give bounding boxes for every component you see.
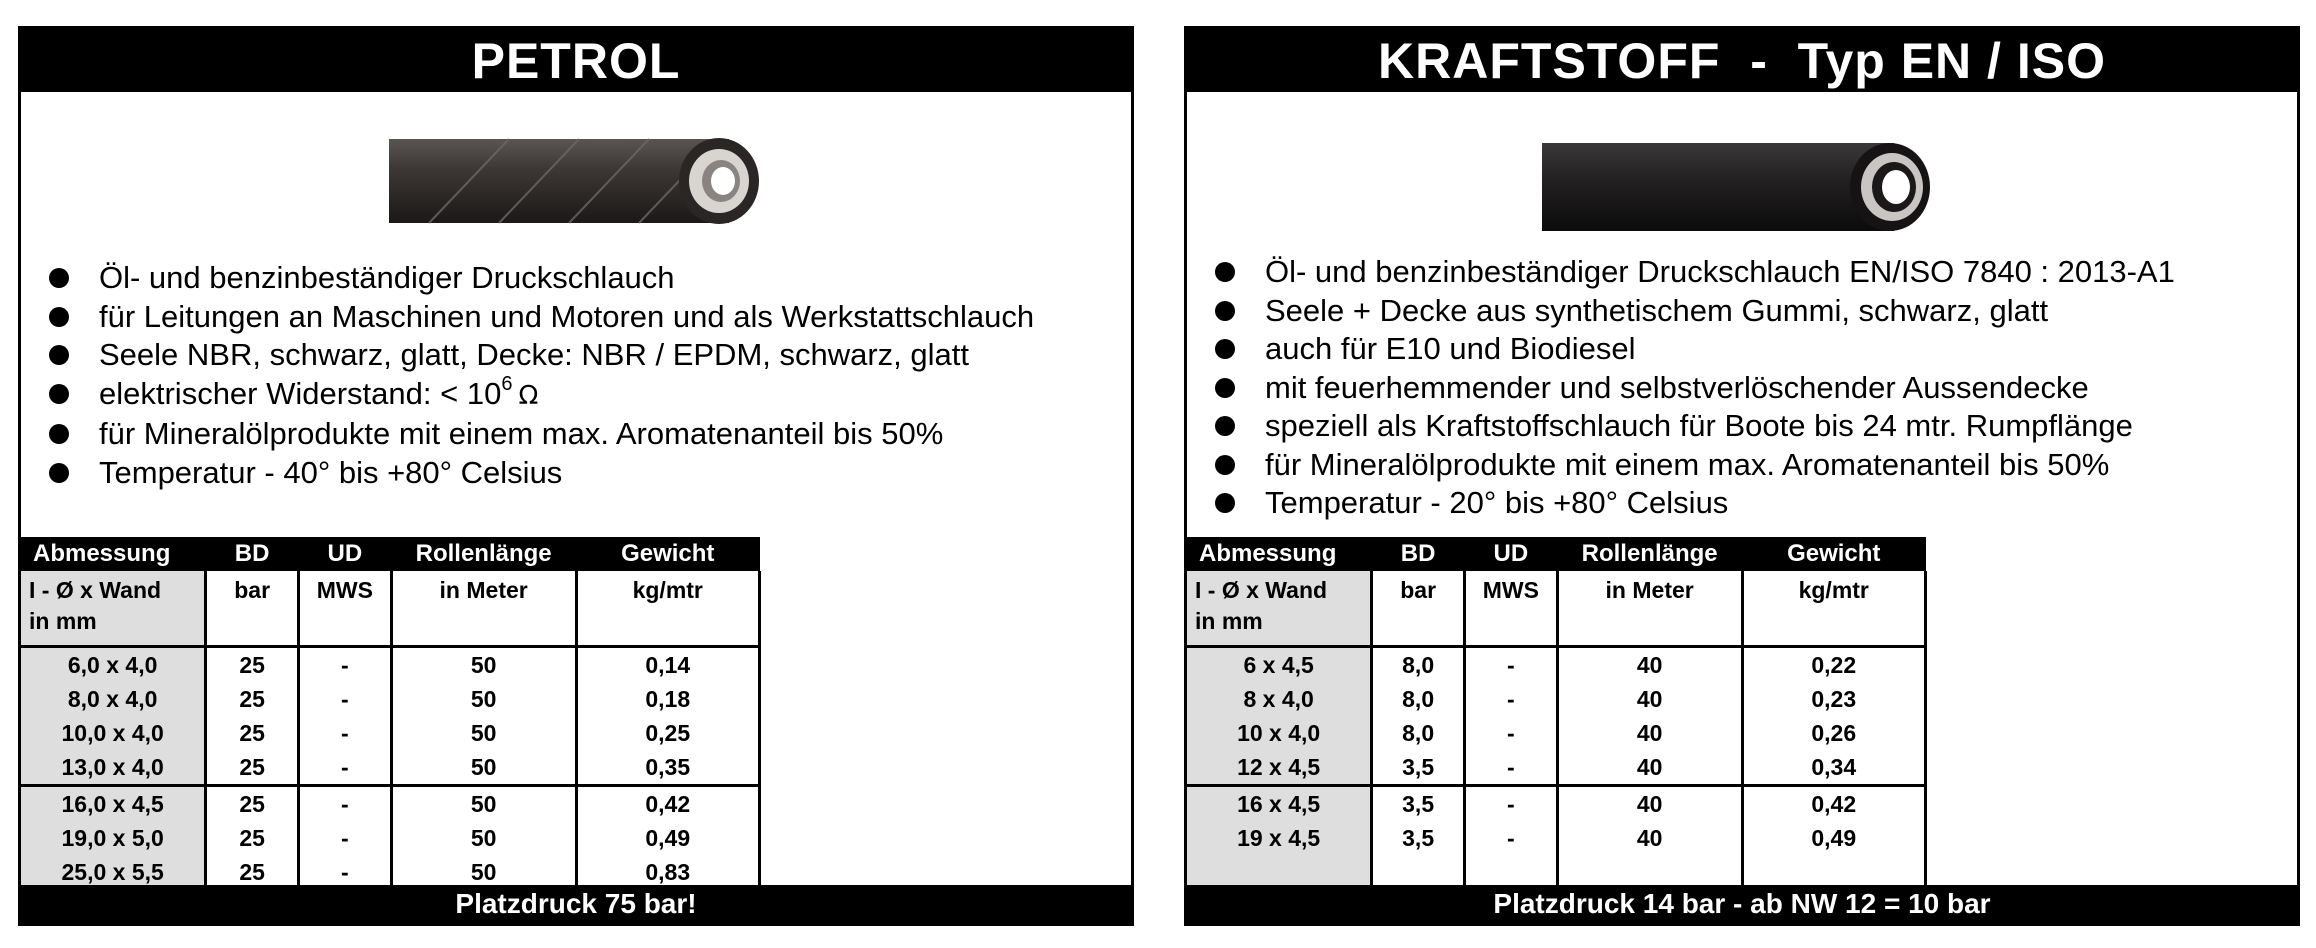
col-header-bd: BD (1372, 537, 1465, 571)
cell-bd: 25 (206, 682, 299, 716)
cell-bd: 3,5 (1372, 786, 1465, 822)
feature-item: auch für E10 und Biodiesel (1209, 330, 2175, 369)
cell-roll-length: 40 (1557, 821, 1742, 855)
cell-roll-length: 40 (1557, 786, 1742, 822)
cell-dimension: 6 x 4,5 (1187, 647, 1372, 683)
bullet-icon (1215, 378, 1235, 398)
unit-bd: bar (206, 571, 299, 647)
cell-weight: 0,18 (576, 682, 760, 716)
bullet-icon (1215, 416, 1235, 436)
cell-bd: 25 (206, 647, 299, 683)
feature-item: für Mineralölprodukte mit einem max. Aromatenanteil bis 50% (1209, 446, 2175, 485)
bullet-icon (49, 424, 69, 444)
table-row (21, 750, 760, 786)
cell-dimension: 10,0 x 4,0 (21, 716, 206, 750)
cell-dimension: 10 x 4,0 (1187, 716, 1372, 750)
bullet-icon (1215, 339, 1235, 359)
feature-item: speziell als Kraftstoffschlauch für Boote bis 24 mtr. Rumpflänge (1209, 407, 2175, 446)
cell-ud: - (298, 682, 391, 716)
bullet-icon (1215, 493, 1235, 513)
cell-ud: - (298, 821, 391, 855)
feature-item: Temperatur - 40° bis +80° Celsius (43, 454, 1034, 493)
cell-weight: 0,14 (576, 647, 760, 683)
unit-roll-length: in Meter (391, 571, 576, 647)
cell-roll-length: 50 (391, 786, 576, 822)
col-header-ud: UD (298, 537, 391, 571)
cell-bd: 25 (206, 750, 299, 786)
unit-bd: bar (1372, 571, 1465, 647)
cell-dimension: 8,0 x 4,0 (21, 682, 206, 716)
cell-bd: 8,0 (1372, 682, 1465, 716)
feature-item: für Mineralölprodukte mit einem max. Aromatenanteil bis 50% (43, 415, 1034, 454)
table-row (21, 855, 760, 889)
cell-bd: 25 (206, 786, 299, 822)
feature-item: Seele NBR, schwarz, glatt, Decke: NBR / EPDM, schwarz, glatt (43, 336, 1034, 375)
cell-weight: 0,34 (1742, 750, 1926, 786)
feature-item: Öl- und benzinbeständiger Druckschlauch EN/ISO 7840 : 2013-A1 (1209, 253, 2175, 292)
unit-ud: MWS (1464, 571, 1557, 647)
cell-weight: 0,83 (576, 855, 760, 889)
table-row (1187, 682, 1926, 716)
unit-weight: kg/mtr (1742, 571, 1926, 647)
col-header-bd: BD (206, 537, 299, 571)
cell-roll-length: 50 (391, 716, 576, 750)
cell-weight: 0,22 (1742, 647, 1926, 683)
cell-weight: 0,26 (1742, 716, 1926, 750)
bullet-icon (49, 268, 69, 288)
unit-weight: kg/mtr (576, 571, 760, 647)
cell-roll-length: 40 (1557, 750, 1742, 786)
feature-item: Seele + Decke aus synthetischem Gummi, schwarz, glatt (1209, 292, 2175, 331)
col-header-weight: Gewicht (1742, 537, 1926, 571)
cell-roll-length: 40 (1557, 682, 1742, 716)
cell-bd: 25 (206, 821, 299, 855)
table-row (1187, 716, 1926, 750)
bullet-icon (49, 345, 69, 365)
table-row (1187, 750, 1926, 786)
kraftstoff-hose-image (1542, 137, 1934, 237)
bullet-icon (1215, 301, 1235, 321)
feature-item: mit feuerhemmender und selbstverlöschender Aussendecke (1209, 369, 2175, 408)
cell-roll-length: 50 (391, 647, 576, 683)
cell-bd: 8,0 (1372, 716, 1465, 750)
cell-dimension: 13,0 x 4,0 (21, 750, 206, 786)
table-row (21, 821, 760, 855)
cell-dimension: 12 x 4,5 (1187, 750, 1372, 786)
col-header-dimension: Abmessung (21, 537, 206, 571)
bullet-icon (49, 307, 69, 327)
cell-dimension: 19,0 x 5,0 (21, 821, 206, 855)
petrol-hose-image (389, 129, 769, 233)
cell-weight: 0,49 (1742, 821, 1926, 855)
cell-bd: 25 (206, 716, 299, 750)
cell-weight: 0,42 (576, 786, 760, 822)
spec-table (1187, 537, 1927, 897)
cell-dimension: 25,0 x 5,5 (21, 855, 206, 889)
cell-ud: - (1464, 716, 1557, 750)
cell-dimension: 19 x 4,5 (1187, 821, 1372, 855)
cell-roll-length: 40 (1557, 716, 1742, 750)
cell-dimension: 16,0 x 4,5 (21, 786, 206, 822)
unit-ud: MWS (298, 571, 391, 647)
table-row (1187, 647, 1926, 683)
feature-item: elektrischer Widerstand: < $10^6$ Ω (43, 375, 1034, 416)
cell-ud: - (298, 750, 391, 786)
col-header-ud: UD (1464, 537, 1557, 571)
table-row (21, 716, 760, 750)
cell-roll-length: 50 (391, 855, 576, 889)
cell-ud: - (1464, 786, 1557, 822)
cell-roll-length: 50 (391, 682, 576, 716)
table-row (1187, 821, 1926, 855)
feature-item: Öl- und benzinbeständiger Druckschlauch (43, 259, 1034, 298)
cell-roll-length: 50 (391, 750, 576, 786)
col-header-roll-length: Rollenlänge (1557, 537, 1742, 571)
cell-ud: - (1464, 682, 1557, 716)
col-header-dimension: Abmessung (1187, 537, 1372, 571)
spec-table (21, 537, 761, 889)
feature-item: Temperatur - 20° bis +80° Celsius (1209, 484, 2175, 523)
cell-weight: 0,23 (1742, 682, 1926, 716)
feature-item: für Leitungen an Maschinen und Motoren und als Werkstattschlauch (43, 298, 1034, 337)
petrol-panel (18, 26, 1134, 926)
ohm-icon: Ω (518, 380, 539, 411)
unit-roll-length: in Meter (1557, 571, 1742, 647)
cell-ud: - (298, 647, 391, 683)
panel-footer: Platzdruck 75 bar! (21, 885, 1131, 923)
cell-roll-length: 40 (1557, 647, 1742, 683)
table-row (21, 682, 760, 716)
bullet-icon (49, 463, 69, 483)
bullet-icon (1215, 262, 1235, 282)
resistance-exponent: 6 (501, 373, 513, 396)
cell-ud: - (298, 855, 391, 889)
col-header-roll-length: Rollenlänge (391, 537, 576, 571)
col-header-weight: Gewicht (576, 537, 760, 571)
table-row (21, 647, 760, 683)
table-row (21, 786, 760, 822)
feature-list (1209, 253, 2175, 523)
cell-bd: 25 (206, 855, 299, 889)
cell-ud: - (298, 786, 391, 822)
bullet-icon (49, 384, 69, 404)
panel-footer: Platzdruck 14 bar - ab NW 12 = 10 bar (1187, 885, 2297, 923)
cell-weight: 0,49 (576, 821, 760, 855)
feature-list (43, 259, 1034, 492)
cell-ud: - (1464, 647, 1557, 683)
cell-roll-length: 50 (391, 821, 576, 855)
bullet-icon (1215, 455, 1235, 475)
cell-weight: 0,35 (576, 750, 760, 786)
cell-weight: 0,25 (576, 716, 760, 750)
kraftstoff-panel (1184, 26, 2300, 926)
table-row (1187, 786, 1926, 822)
panel-title: PETROL (21, 29, 1131, 92)
cell-ud: - (1464, 821, 1557, 855)
panel-title: KRAFTSTOFF - Typ EN / ISO (1187, 29, 2297, 92)
unit-dimension: I - Ø x Wand in mm (1187, 571, 1372, 647)
cell-ud: - (1464, 750, 1557, 786)
cell-dimension: 8 x 4,0 (1187, 682, 1372, 716)
cell-weight: 0,42 (1742, 786, 1926, 822)
cell-bd: 3,5 (1372, 750, 1465, 786)
unit-dimension: I - Ø x Wand in mm (21, 571, 206, 647)
cell-bd: 3,5 (1372, 821, 1465, 855)
cell-bd: 8,0 (1372, 647, 1465, 683)
cell-dimension: 6,0 x 4,0 (21, 647, 206, 683)
cell-ud: - (298, 716, 391, 750)
cell-dimension: 16 x 4,5 (1187, 786, 1372, 822)
